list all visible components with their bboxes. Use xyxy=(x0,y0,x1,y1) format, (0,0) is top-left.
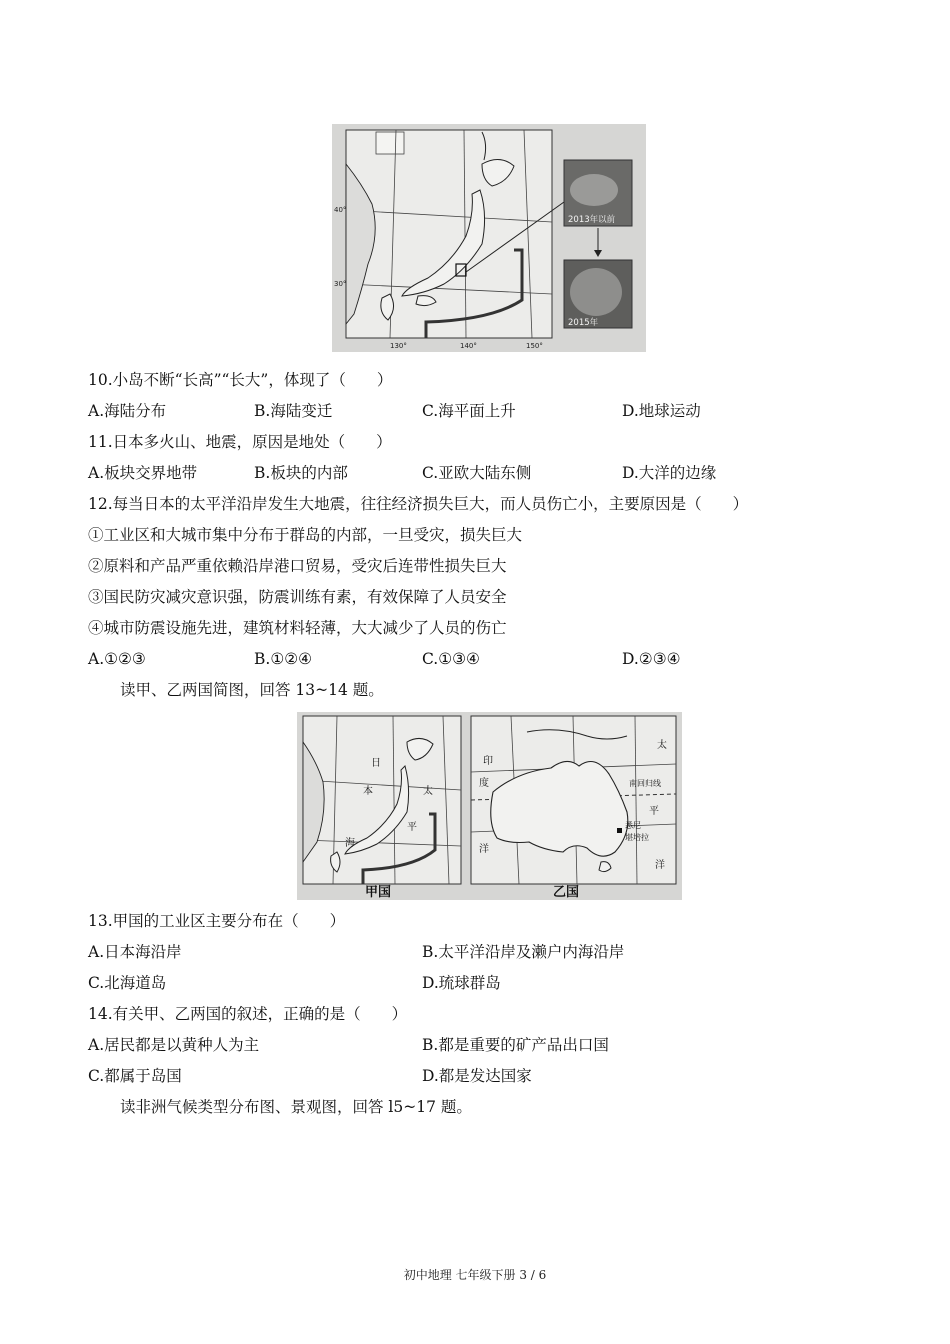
q10-option-a[interactable]: A.海陆分布 xyxy=(88,402,167,420)
q10-option-b[interactable]: B.海陆变迁 xyxy=(254,402,333,420)
q14-option-b[interactable]: B.都是重要的矿产品出口国 xyxy=(422,1036,609,1054)
yi-ocean-char-4: 太 xyxy=(657,740,667,751)
q14-option-c[interactable]: C.都属于岛国 xyxy=(88,1067,182,1085)
map-legend-box xyxy=(376,132,404,154)
yi-ocean-char-2: 度 xyxy=(479,778,489,789)
countries-figure xyxy=(297,712,682,900)
q12-statement-1: ①工业区和大城市集中分布于群岛的内部，一旦受灾，损失巨大 xyxy=(88,526,523,544)
intro-15-17: 读非洲气候类型分布图、景观图，回答 l5~17 题。 xyxy=(120,1098,472,1116)
q10-option-c[interactable]: C.海平面上升 xyxy=(422,402,516,420)
jia-ocean-char-2: 平 xyxy=(407,822,417,833)
japan-map-svg xyxy=(332,124,646,352)
q12-option-a[interactable]: A.①②③ xyxy=(88,650,146,668)
q13-option-c[interactable]: C.北海道岛 xyxy=(88,974,167,992)
q14-option-a[interactable]: A.居民都是以黄种人为主 xyxy=(88,1036,260,1054)
q12-statement-2: ②原料和产品严重依赖沿岸港口贸易，受灾后连带性损失巨大 xyxy=(88,557,507,575)
lat-label-40: 40° xyxy=(334,206,347,214)
q10-option-d[interactable]: D.地球运动 xyxy=(622,402,701,420)
page-footer: 初中地理 七年级下册 3 / 6 xyxy=(403,1268,547,1282)
q12-option-d[interactable]: D.②③④ xyxy=(622,650,681,668)
lon-label-130: 130° xyxy=(390,342,407,350)
lat-label-30: 30° xyxy=(334,280,347,288)
jia-map xyxy=(303,716,461,884)
q11-option-b[interactable]: B.板块的内部 xyxy=(254,464,348,482)
q13-option-b[interactable]: B.太平洋沿岸及濑户内海沿岸 xyxy=(422,943,625,961)
yi-ocean-char-3: 洋 xyxy=(479,844,489,855)
intro-13-14: 读甲、乙两国简图，回答 13~14 题。 xyxy=(120,681,384,699)
yi-ocean-char-6: 洋 xyxy=(655,860,665,871)
sydney-marker xyxy=(617,828,622,833)
yi-ocean-char-5: 平 xyxy=(649,806,659,817)
q11-option-a[interactable]: A.板块交界地带 xyxy=(88,464,198,482)
q11-option-c[interactable]: C.亚欧大陆东侧 xyxy=(422,464,532,482)
q13-option-d[interactable]: D.琉球群岛 xyxy=(422,974,501,992)
jia-ocean-char-1: 太 xyxy=(423,786,433,797)
city-label-sydney: 悉尼 xyxy=(625,821,641,830)
jia-label: 甲国 xyxy=(365,885,392,900)
yi-label: 乙国 xyxy=(553,885,580,900)
city-label-canberra: 堪培拉 xyxy=(625,833,649,842)
tropic-label: 南回归线 xyxy=(629,779,661,788)
lon-label-150: 150° xyxy=(526,342,543,350)
q12-stem: 12.每当日本的太平洋沿岸发生大地震，往往经济损失巨大，而人员伤亡小，主要原因是（ ） xyxy=(88,495,749,513)
photo-bottom-label: 2015年 xyxy=(568,318,599,328)
lon-label-140: 140° xyxy=(460,342,477,350)
q13-stem: 13.甲国的工业区主要分布在（ ） xyxy=(88,912,346,930)
q13-option-a[interactable]: A.日本海沿岸 xyxy=(88,943,182,961)
q12-statement-4: ④城市防震设施先进，建筑材料轻薄，大大减少了人员的伤亡 xyxy=(88,619,507,637)
q12-option-c[interactable]: C.①③④ xyxy=(422,650,480,668)
yi-ocean-char-1: 印 xyxy=(483,756,493,767)
countries-map-svg xyxy=(297,712,682,900)
q12-statement-3: ③国民防灾减灾意识强，防震训练有素，有效保障了人员安全 xyxy=(88,588,507,606)
photo-top-label: 2013年以前 xyxy=(568,215,616,225)
jia-sea-char-3: 海 xyxy=(345,838,355,849)
q14-stem: 14.有关甲、乙两国的叙述，正确的是（ ） xyxy=(88,1005,408,1023)
jia-sea-char-2: 本 xyxy=(363,786,373,797)
jia-sea-char-1: 日 xyxy=(371,758,381,769)
japan-island-figure xyxy=(332,124,646,352)
q14-option-d[interactable]: D.都是发达国家 xyxy=(422,1067,532,1085)
q11-stem: 11.日本多火山、地震，原因是地处（ ） xyxy=(88,433,392,451)
q10-stem: 10.小岛不断“长高”“长大”，体现了（ ） xyxy=(88,371,393,389)
q11-option-d[interactable]: D.大洋的边缘 xyxy=(622,464,717,482)
q12-option-b[interactable]: B.①②④ xyxy=(254,650,313,668)
